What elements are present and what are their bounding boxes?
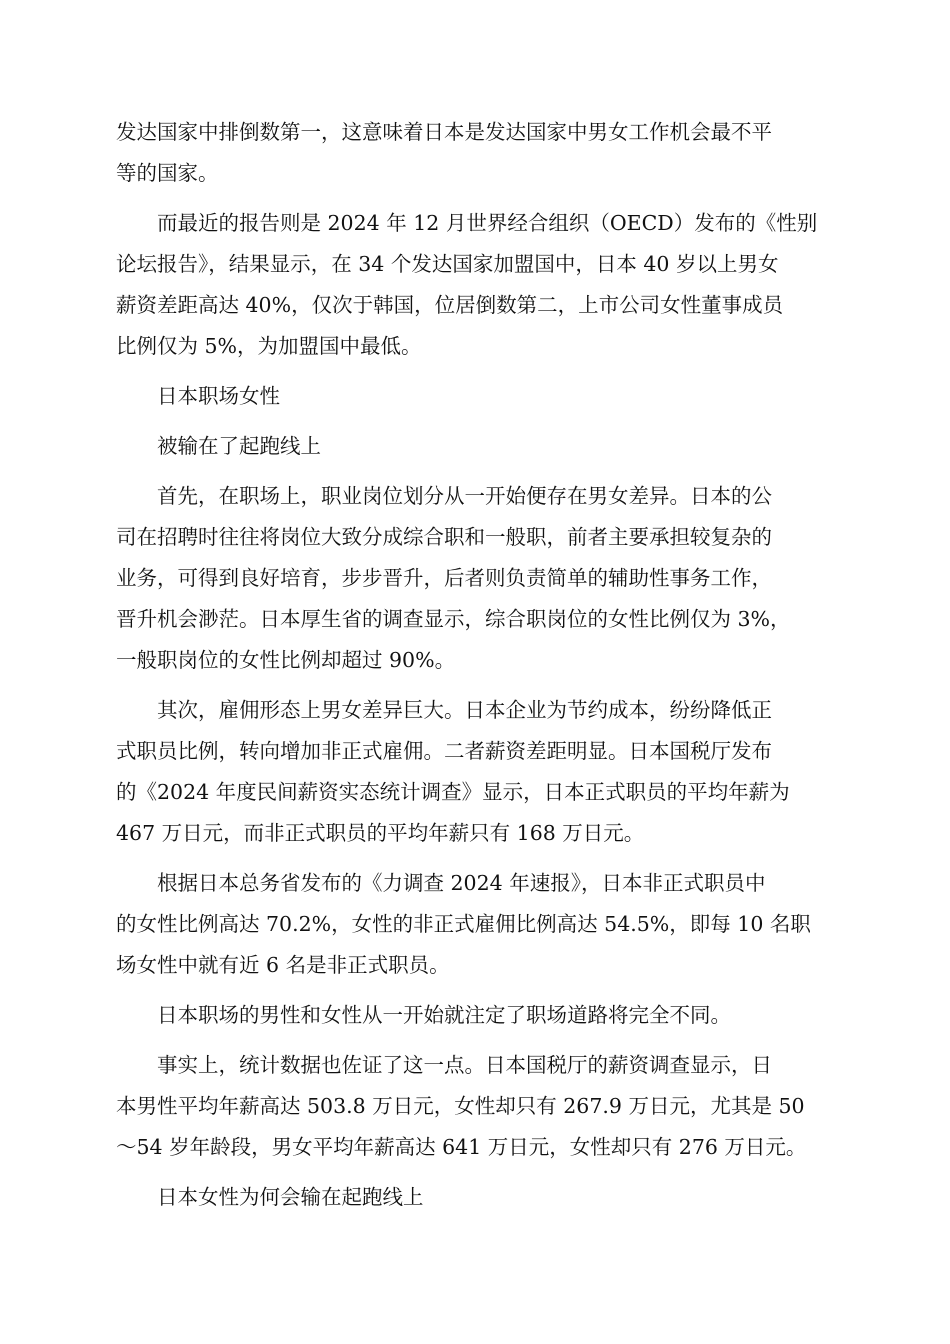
text-line: 发达国家中排倒数第一，这意味着日本是发达国家中男女工作机会最不平 xyxy=(116,120,772,144)
text-line: 一般职岗位的女性比例却超过 90%。 xyxy=(116,648,456,672)
text-line: ～54 岁年龄段，男女平均年薪高达 641 万日元，女性却只有 276 万日元。 xyxy=(116,1135,807,1159)
text-line: 比例仅为 5%，为加盟国中最低。 xyxy=(116,334,422,358)
text-line: 式职员比例，转向增加非正式雇佣。二者薪资差距明显。日本国税厅发布 xyxy=(116,739,772,763)
text-line: 根据日本总务省发布的《力调查 2024 年速报》，日本非正式职员中 xyxy=(157,871,766,895)
paragraph-continuation xyxy=(116,112,846,194)
paragraph-career-paths xyxy=(116,995,846,1036)
section-heading-line-1 xyxy=(116,376,846,417)
text-line: 司在招聘时往往将岗位大致分成综合职和一般职，前者主要承担较复杂的 xyxy=(116,525,772,549)
heading-text: 日本女性为何会输在起跑线上 xyxy=(157,1185,424,1209)
text-line: 而最近的报告则是 2024 年 12 月世界经合组织（OECD）发布的《性别 xyxy=(157,211,818,235)
text-line: 467 万日元，而非正式职员的平均年薪只有 168 万日元。 xyxy=(116,821,645,845)
text-line: 的女性比例高达 70.2%，女性的非正式雇佣比例高达 54.5%，即每 10 名职 xyxy=(116,912,811,936)
paragraph-employment-form xyxy=(116,690,846,854)
paragraph-job-categories xyxy=(116,476,846,681)
text-line: 场女性中就有近 6 名是非正式职员。 xyxy=(116,953,450,977)
text-line: 本男性平均年薪高达 503.8 万日元，女性却只有 267.9 万日元，尤其是 50 xyxy=(116,1094,805,1118)
heading-text: 日本职场女性 xyxy=(157,384,280,408)
text-line: 日本职场的男性和女性从一开始就注定了职场道路将完全不同。 xyxy=(157,1003,731,1027)
text-line: 薪资差距高达 40%，仅次于韩国，位居倒数第二，上市公司女性董事成员 xyxy=(116,293,784,317)
text-line: 首先，在职场上，职业岗位划分从一开始便存在男女差异。日本的公 xyxy=(157,484,772,508)
heading-text: 被输在了起跑线上 xyxy=(157,434,321,458)
text-line: 其次，雇佣形态上男女差异巨大。日本企业为节约成本，纷纷降低正 xyxy=(157,698,772,722)
section-heading-why xyxy=(116,1177,846,1218)
text-line: 晋升机会渺茫。日本厚生省的调查显示，综合职岗位的女性比例仅为 3%， xyxy=(116,607,791,631)
text-line: 等的国家。 xyxy=(116,161,219,185)
document-page xyxy=(116,112,846,1227)
text-line: 事实上，统计数据也佐证了这一点。日本国税厅的薪资调查显示，日 xyxy=(157,1053,772,1077)
text-line: 业务，可得到良好培育，步步晋升，后者则负责简单的辅助性事务工作， xyxy=(116,566,772,590)
section-heading-line-2 xyxy=(116,426,846,467)
paragraph-labor-survey xyxy=(116,863,846,986)
paragraph-oecd-report xyxy=(116,203,846,367)
text-line: 论坛报告》，结果显示，在 34 个发达国家加盟国中，日本 40 岁以上男女 xyxy=(116,252,779,276)
paragraph-salary-statistics xyxy=(116,1045,846,1168)
text-line: 的《2024 年度民间薪资实态统计调查》显示，日本正式职员的平均年薪为 xyxy=(116,780,790,804)
